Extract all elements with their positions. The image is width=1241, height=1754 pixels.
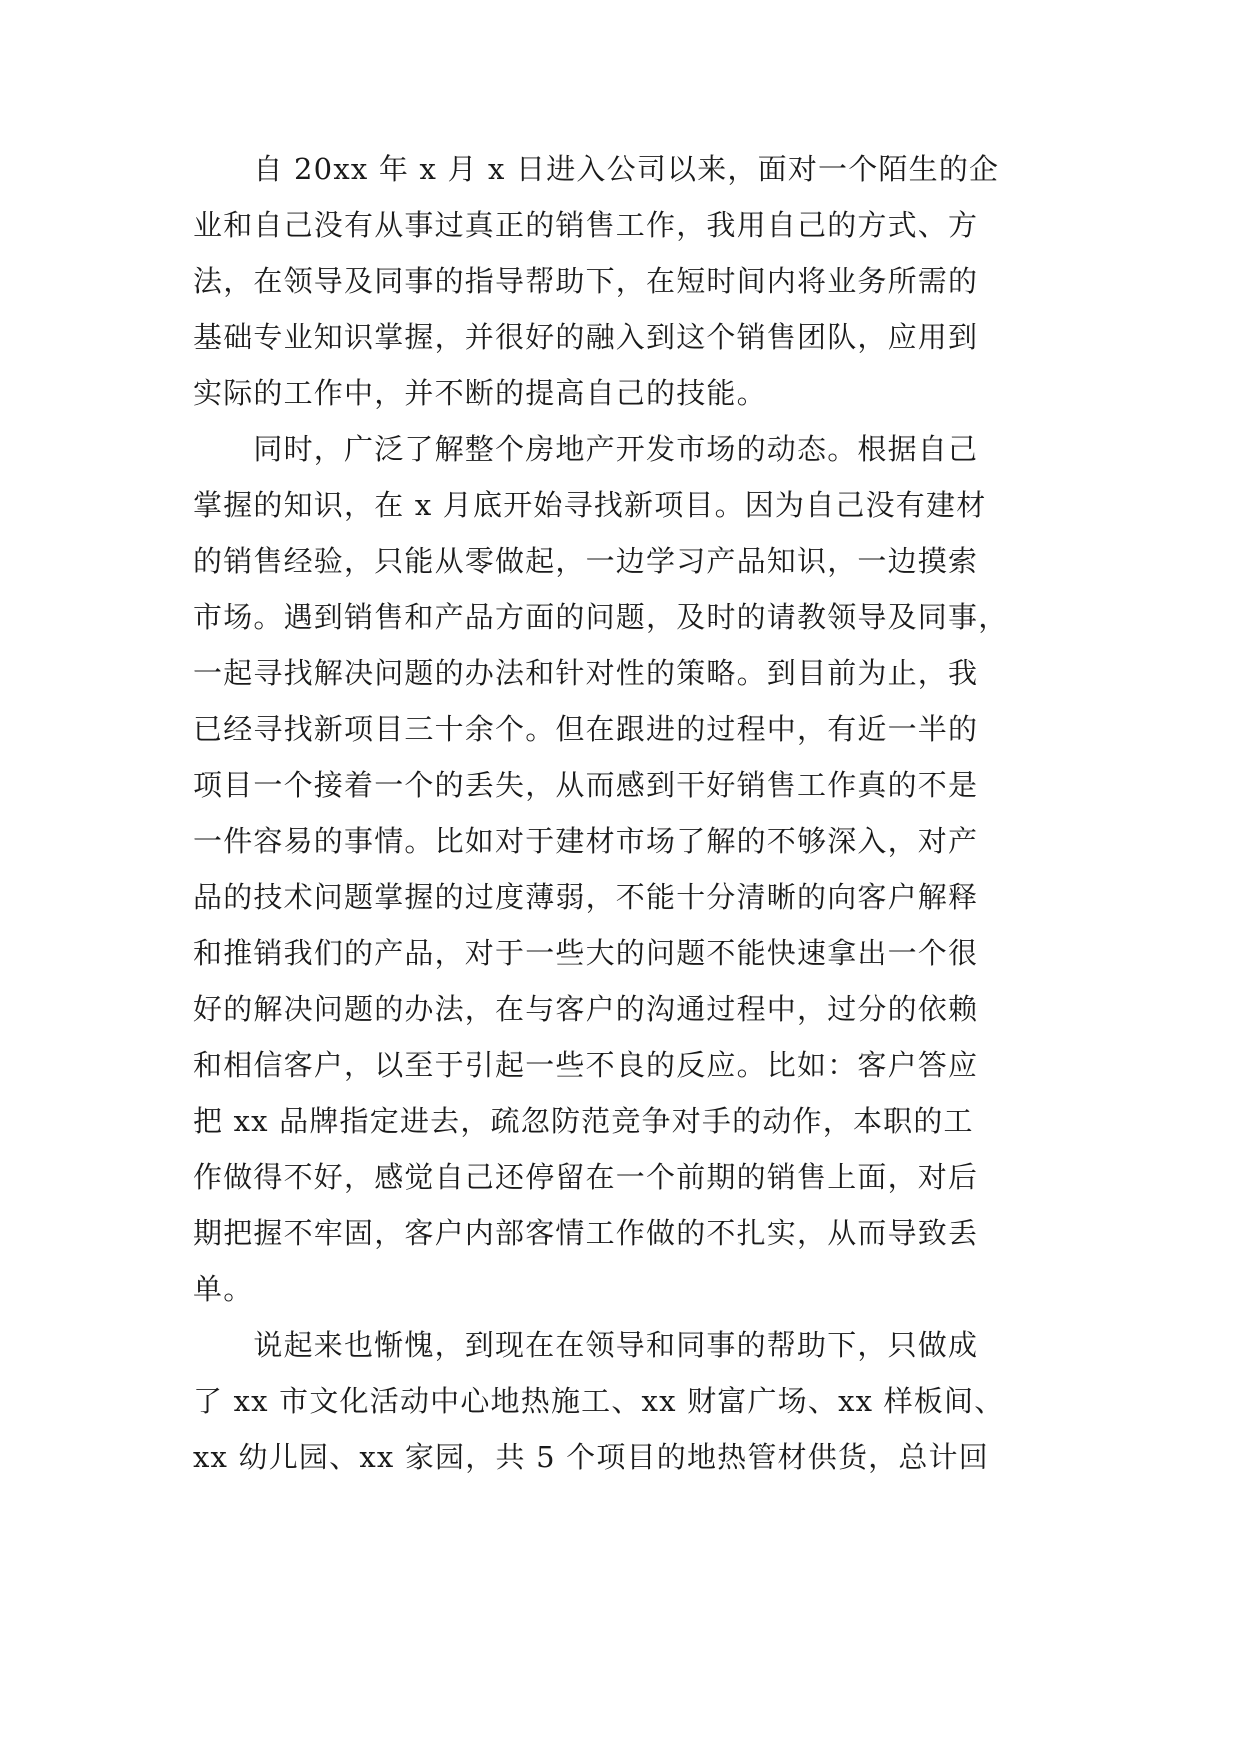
text-line: 品的技术问题掌握的过度薄弱，不能十分清晰的向客户解释 [193,880,979,914]
text-line: 已经寻找新项目三十余个。但在跟进的过程中，有近一半的 [193,712,979,746]
text-line: 好的解决问题的办法，在与客户的沟通过程中，过分的依赖 [193,992,979,1026]
text-line: 了 xx 市文化活动中心地热施工、xx 财富广场、xx 样板间、 [193,1384,1005,1418]
text-line: 市场。遇到销售和产品方面的问题，及时的请教领导及同事， [193,600,1009,634]
text-line: 同时，广泛了解整个房地产开发市场的动态。根据自己 [193,432,979,466]
text-line: xx 幼儿园、xx 家园，共 5 个项目的地热管材供货，总计回 [193,1440,989,1474]
text-line: 的销售经验，只能从零做起，一边学习产品知识，一边摸索 [193,544,979,578]
text-line: 一件容易的事情。比如对于建材市场了解的不够深入，对产 [193,824,979,858]
text-line: 自 20xx 年 x 月 x 日进入公司以来，面对一个陌生的企 [193,152,1000,186]
text-line: 项目一个接着一个的丢失，从而感到干好销售工作真的不是 [193,768,979,802]
text-line: 掌握的知识，在 x 月底开始寻找新项目。因为自己没有建材 [193,488,987,522]
text-line: 期把握不牢固，客户内部客情工作做的不扎实，从而导致丢 [193,1216,979,1250]
text-line: 作做得不好，感觉自己还停留在一个前期的销售上面，对后 [193,1160,979,1194]
text-line: 和推销我们的产品，对于一些大的问题不能快速拿出一个很 [193,936,979,970]
text-line: 和相信客户，以至于引起一些不良的反应。比如：客户答应 [193,1048,979,1082]
text-line: 说起来也惭愧，到现在在领导和同事的帮助下，只做成 [193,1328,979,1362]
text-line: 单。 [193,1272,254,1306]
text-line: 业和自己没有从事过真正的销售工作，我用自己的方式、方 [193,208,979,242]
text-line: 一起寻找解决问题的办法和针对性的策略。到目前为止，我 [193,656,979,690]
text-line: 基础专业知识掌握，并很好的融入到这个销售团队，应用到 [193,320,979,354]
text-line: 法，在领导及同事的指导帮助下，在短时间内将业务所需的 [193,264,979,298]
text-line: 把 xx 品牌指定进去，疏忽防范竞争对手的动作，本职的工 [193,1104,974,1138]
text-line: 实际的工作中，并不断的提高自己的技能。 [193,376,767,410]
